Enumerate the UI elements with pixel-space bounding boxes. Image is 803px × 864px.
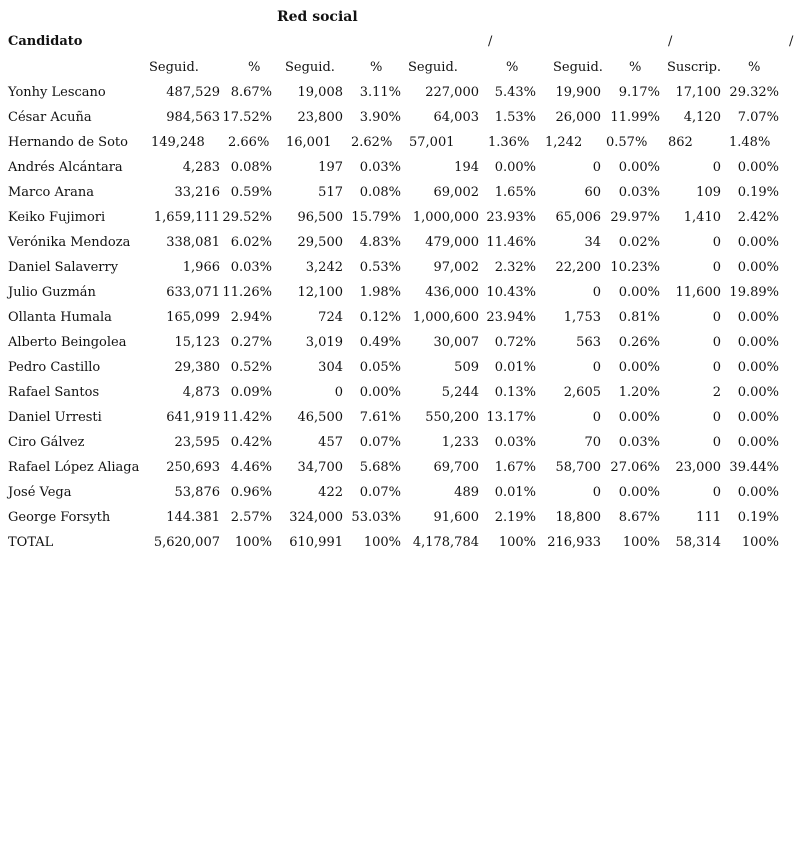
followers-cell: 69,700 (433, 460, 479, 475)
percent-cell: 29.32% (729, 85, 779, 100)
followers-cell: 1,659,111 (153, 210, 220, 225)
percent-cell: 6.02% (230, 235, 272, 250)
followers-cell: 23,800 (297, 110, 343, 125)
followers-cell: 1,966 (182, 260, 220, 275)
followers-cell: 633,071 (166, 285, 220, 300)
percent-cell: 0.08% (230, 160, 272, 175)
percent-cell: 0.00% (494, 160, 536, 175)
table-row (0, 334, 803, 354)
followers-cell: 53,876 (174, 485, 220, 500)
table-row (0, 159, 803, 179)
percent-cell: 2.19% (494, 510, 536, 525)
header-slash: / (668, 34, 673, 49)
percent-cell: 2.42% (737, 210, 779, 225)
followers-cell: 5,620,007 (153, 535, 220, 550)
percent-cell: 0.01% (494, 485, 536, 500)
percent-cell: 0.00% (618, 360, 660, 375)
percent-cell: 0.07% (359, 485, 401, 500)
percent-cell: 0.52% (230, 360, 272, 375)
followers-cell: 0 (592, 485, 601, 500)
table-row (0, 409, 803, 429)
followers-cell: 4,873 (182, 385, 220, 400)
percent-cell: 0.00% (618, 160, 660, 175)
percent-cell: 27.06% (610, 460, 660, 475)
followers-cell: 165,099 (166, 310, 220, 325)
subheader-cell: % (629, 60, 642, 75)
followers-cell: 149,248 (151, 135, 205, 150)
followers-cell: 57,001 (409, 135, 455, 150)
percent-cell: 7.07% (737, 110, 779, 125)
percent-cell: 4.46% (230, 460, 272, 475)
percent-cell: 11.99% (610, 110, 660, 125)
followers-cell: 97,002 (433, 260, 479, 275)
followers-cell: 197 (318, 160, 343, 175)
percent-cell: 0.27% (230, 335, 272, 350)
percent-cell: 0.00% (737, 360, 779, 375)
percent-cell: 5.43% (494, 85, 536, 100)
followers-cell: 216,933 (547, 535, 601, 550)
subheader-cell: % (248, 60, 261, 75)
percent-cell: 0.03% (618, 185, 660, 200)
candidate-name: TOTAL (8, 535, 54, 550)
percent-cell: 0.96% (230, 485, 272, 500)
percent-cell: 0.00% (618, 485, 660, 500)
percent-cell: 29.52% (222, 210, 272, 225)
candidate-name: George Forsyth (8, 510, 111, 525)
candidate-name: Daniel Urresti (8, 410, 102, 425)
followers-cell: 724 (318, 310, 343, 325)
candidate-name: Marco Arana (8, 185, 94, 200)
percent-cell: 19.89% (729, 285, 779, 300)
followers-cell: 3,242 (305, 260, 343, 275)
percent-cell: 100% (363, 535, 401, 550)
percent-cell: 100% (498, 535, 536, 550)
table-row (0, 234, 803, 254)
percent-cell: 100% (622, 535, 660, 550)
candidate-name: Verónika Mendoza (8, 235, 131, 250)
percent-cell: 0.57% (606, 135, 648, 150)
header-slash: / (789, 34, 794, 49)
percent-cell: 0.12% (359, 310, 401, 325)
percent-cell: 0.05% (359, 360, 401, 375)
percent-cell: 0.00% (618, 285, 660, 300)
subheader-row (0, 59, 803, 79)
candidate-name: José Vega (8, 485, 72, 500)
followers-cell: 18,800 (555, 510, 601, 525)
followers-cell: 984,563 (166, 110, 220, 125)
followers-cell: 34 (584, 235, 601, 250)
followers-cell: 479,000 (425, 235, 479, 250)
percent-cell: 0.72% (494, 335, 536, 350)
followers-cell: 58,314 (675, 535, 721, 550)
percent-cell: 0.00% (737, 160, 779, 175)
followers-cell: 489 (454, 485, 479, 500)
followers-cell: 96,500 (297, 210, 343, 225)
percent-cell: 0.49% (359, 335, 401, 350)
candidate-name: Julio Guzmán (8, 285, 96, 300)
percent-cell: 2.57% (230, 510, 272, 525)
percent-cell: 13.17% (486, 410, 536, 425)
table-row (0, 509, 803, 529)
followers-cell: 0 (712, 360, 721, 375)
subheader-cell: Seguid. (408, 60, 458, 75)
table-row (0, 84, 803, 104)
table-row (0, 434, 803, 454)
candidate-name: Pedro Castillo (8, 360, 101, 375)
percent-cell: 2.94% (230, 310, 272, 325)
percent-cell: 0.00% (737, 435, 779, 450)
percent-cell: 1.98% (359, 285, 401, 300)
followers-cell: 15,123 (174, 335, 220, 350)
percent-cell: 0.81% (618, 310, 660, 325)
header-slash: / (488, 34, 493, 49)
percent-cell: 1.20% (618, 385, 660, 400)
followers-cell: 0 (712, 485, 721, 500)
percent-cell: 10.43% (486, 285, 536, 300)
percent-cell: 3.11% (359, 85, 401, 100)
followers-cell: 1,233 (441, 435, 479, 450)
percent-cell: 0.53% (359, 260, 401, 275)
percent-cell: 2.66% (228, 135, 270, 150)
followers-cell: 33,216 (174, 185, 220, 200)
subheader-cell: % (506, 60, 519, 75)
followers-cell: 60 (584, 185, 601, 200)
followers-cell: 26,000 (555, 110, 601, 125)
percent-cell: 0.08% (359, 185, 401, 200)
followers-cell: 422 (318, 485, 343, 500)
percent-cell: 0.00% (737, 410, 779, 425)
subheader-cell: Seguid. (285, 60, 335, 75)
followers-cell: 0 (712, 310, 721, 325)
followers-cell: 194 (454, 160, 479, 175)
followers-cell: 0 (712, 435, 721, 450)
followers-cell: 509 (454, 360, 479, 375)
followers-cell: 457 (318, 435, 343, 450)
followers-cell: 12,100 (297, 285, 343, 300)
percent-cell: 100% (234, 535, 272, 550)
followers-cell: 70 (584, 435, 601, 450)
followers-cell: 0 (712, 235, 721, 250)
candidate-name: Hernando de Soto (8, 135, 128, 150)
percent-cell: 0.03% (230, 260, 272, 275)
candidate-name: Rafael Santos (8, 385, 100, 400)
percent-cell: 53.03% (351, 510, 401, 525)
subheader-cell: Seguid. (149, 60, 199, 75)
percent-cell: 3.90% (359, 110, 401, 125)
followers-cell: 0 (334, 385, 343, 400)
followers-cell: 1,242 (545, 135, 583, 150)
percent-cell: 0.07% (359, 435, 401, 450)
table-row (0, 484, 803, 504)
followers-cell: 0 (712, 260, 721, 275)
candidate-name: Yonhy Lescano (8, 85, 106, 100)
table-row (0, 459, 803, 479)
percent-cell: 100% (741, 535, 779, 550)
table-row (0, 384, 803, 404)
candidate-name: Daniel Salaverry (8, 260, 119, 275)
percent-cell: 0.19% (737, 185, 779, 200)
percent-cell: 11.26% (222, 285, 272, 300)
followers-cell: 0 (592, 410, 601, 425)
table-row (0, 134, 803, 154)
followers-cell: 64,003 (433, 110, 479, 125)
table-row (0, 259, 803, 279)
percent-cell: 0.26% (618, 335, 660, 350)
followers-cell: 610,991 (289, 535, 343, 550)
candidate-name: Andrés Alcántara (8, 160, 123, 175)
candidate-name: Rafael López Aliaga (8, 460, 140, 475)
candidate-name: Keiko Fujimori (8, 210, 106, 225)
followers-cell: 250,693 (166, 460, 220, 475)
followers-cell: 2 (712, 385, 721, 400)
percent-cell: 1.65% (494, 185, 536, 200)
followers-cell: 29,380 (174, 360, 220, 375)
followers-cell: 3,019 (305, 335, 343, 350)
percent-cell: 0.03% (618, 435, 660, 450)
percent-cell: 23.94% (486, 310, 536, 325)
followers-cell: 641,919 (166, 410, 220, 425)
followers-cell: 91,600 (433, 510, 479, 525)
candidate-name: Ollanta Humala (8, 310, 112, 325)
followers-cell: 23,000 (675, 460, 721, 475)
followers-cell: 517 (318, 185, 343, 200)
followers-cell: 0 (712, 335, 721, 350)
candidate-name: César Acuña (8, 110, 92, 125)
followers-cell: 1,000,600 (412, 310, 479, 325)
percent-cell: 15.79% (351, 210, 401, 225)
percent-cell: 0.00% (737, 385, 779, 400)
percent-cell: 7.61% (359, 410, 401, 425)
followers-cell: 436,000 (425, 285, 479, 300)
followers-cell: 4,178,784 (412, 535, 479, 550)
table-row (0, 284, 803, 304)
percent-cell: 2.62% (351, 135, 393, 150)
percent-cell: 0.01% (494, 360, 536, 375)
followers-cell: 1,000,000 (412, 210, 479, 225)
percent-cell: 1.36% (488, 135, 530, 150)
percent-cell: 17.52% (222, 110, 272, 125)
followers-cell: 2,605 (563, 385, 601, 400)
subheader-cell: Suscrip. (667, 60, 722, 75)
subheader-cell: % (748, 60, 761, 75)
followers-cell: 30,007 (433, 335, 479, 350)
percent-cell: 8.67% (618, 510, 660, 525)
percent-cell: 8.67% (230, 85, 272, 100)
subheader-cell: Seguid. (553, 60, 603, 75)
percent-cell: 23.93% (486, 210, 536, 225)
percent-cell: 11.42% (222, 410, 272, 425)
percent-cell: 29.97% (610, 210, 660, 225)
percent-cell: 11.46% (486, 235, 536, 250)
candidate-name: Ciro Gálvez (8, 435, 85, 450)
table-row (0, 209, 803, 229)
percent-cell: 4.83% (359, 235, 401, 250)
percent-cell: 0.42% (230, 435, 272, 450)
followers-cell: 1,410 (683, 210, 721, 225)
followers-cell: 862 (668, 135, 693, 150)
percent-cell: 0.00% (737, 310, 779, 325)
group-title: Red social (277, 9, 358, 25)
followers-cell: 69,002 (433, 185, 479, 200)
candidate-header: Candidato (8, 34, 83, 49)
percent-cell: 39.44% (729, 460, 779, 475)
percent-cell: 1.48% (729, 135, 771, 150)
table-row (0, 309, 803, 329)
followers-cell: 22,200 (555, 260, 601, 275)
followers-cell: 16,001 (286, 135, 332, 150)
table-row (0, 184, 803, 204)
followers-cell: 338,081 (166, 235, 220, 250)
percent-cell: 5.68% (359, 460, 401, 475)
percent-cell: 0.19% (737, 510, 779, 525)
followers-cell: 227,000 (425, 85, 479, 100)
followers-cell: 111 (696, 510, 721, 525)
percent-cell: 9.17% (618, 85, 660, 100)
followers-cell: 4,283 (182, 160, 220, 175)
followers-cell: 17,100 (675, 85, 721, 100)
followers-cell: 144.381 (166, 510, 220, 525)
percent-cell: 0.03% (359, 160, 401, 175)
percent-cell: 0.03% (494, 435, 536, 450)
followers-cell: 0 (712, 160, 721, 175)
followers-cell: 0 (592, 160, 601, 175)
percent-cell: 0.09% (230, 385, 272, 400)
percent-cell: 0.02% (618, 235, 660, 250)
percent-cell: 10.23% (610, 260, 660, 275)
percent-cell: 2.32% (494, 260, 536, 275)
followers-cell: 0 (712, 410, 721, 425)
followers-cell: 19,008 (297, 85, 343, 100)
followers-cell: 65,006 (555, 210, 601, 225)
percent-cell: 0.13% (494, 385, 536, 400)
percent-cell: 0.00% (737, 485, 779, 500)
percent-cell: 0.00% (737, 260, 779, 275)
percent-cell: 0.59% (230, 185, 272, 200)
followers-cell: 550,200 (425, 410, 479, 425)
followers-cell: 29,500 (297, 235, 343, 250)
followers-cell: 324,000 (289, 510, 343, 525)
followers-cell: 109 (696, 185, 721, 200)
followers-cell: 19,900 (555, 85, 601, 100)
table-row (0, 359, 803, 379)
candidate-name: Alberto Beingolea (8, 335, 127, 350)
followers-cell: 1,753 (563, 310, 601, 325)
percent-cell: 0.00% (737, 335, 779, 350)
followers-cell: 304 (318, 360, 343, 375)
subheader-cell: % (370, 60, 383, 75)
table-row (0, 109, 803, 129)
followers-cell: 5,244 (441, 385, 479, 400)
followers-cell: 0 (592, 360, 601, 375)
followers-cell: 11,600 (675, 285, 721, 300)
followers-cell: 563 (576, 335, 601, 350)
percent-cell: 0.00% (618, 410, 660, 425)
followers-cell: 4,120 (683, 110, 721, 125)
percent-cell: 0.00% (737, 235, 779, 250)
percent-cell: 1.67% (494, 460, 536, 475)
followers-cell: 46,500 (297, 410, 343, 425)
followers-cell: 487,529 (166, 85, 220, 100)
total-row (0, 534, 803, 554)
percent-cell: 0.00% (359, 385, 401, 400)
percent-cell: 1.53% (494, 110, 536, 125)
followers-cell: 0 (592, 285, 601, 300)
followers-cell: 23,595 (174, 435, 220, 450)
followers-cell: 34,700 (297, 460, 343, 475)
followers-cell: 58,700 (555, 460, 601, 475)
